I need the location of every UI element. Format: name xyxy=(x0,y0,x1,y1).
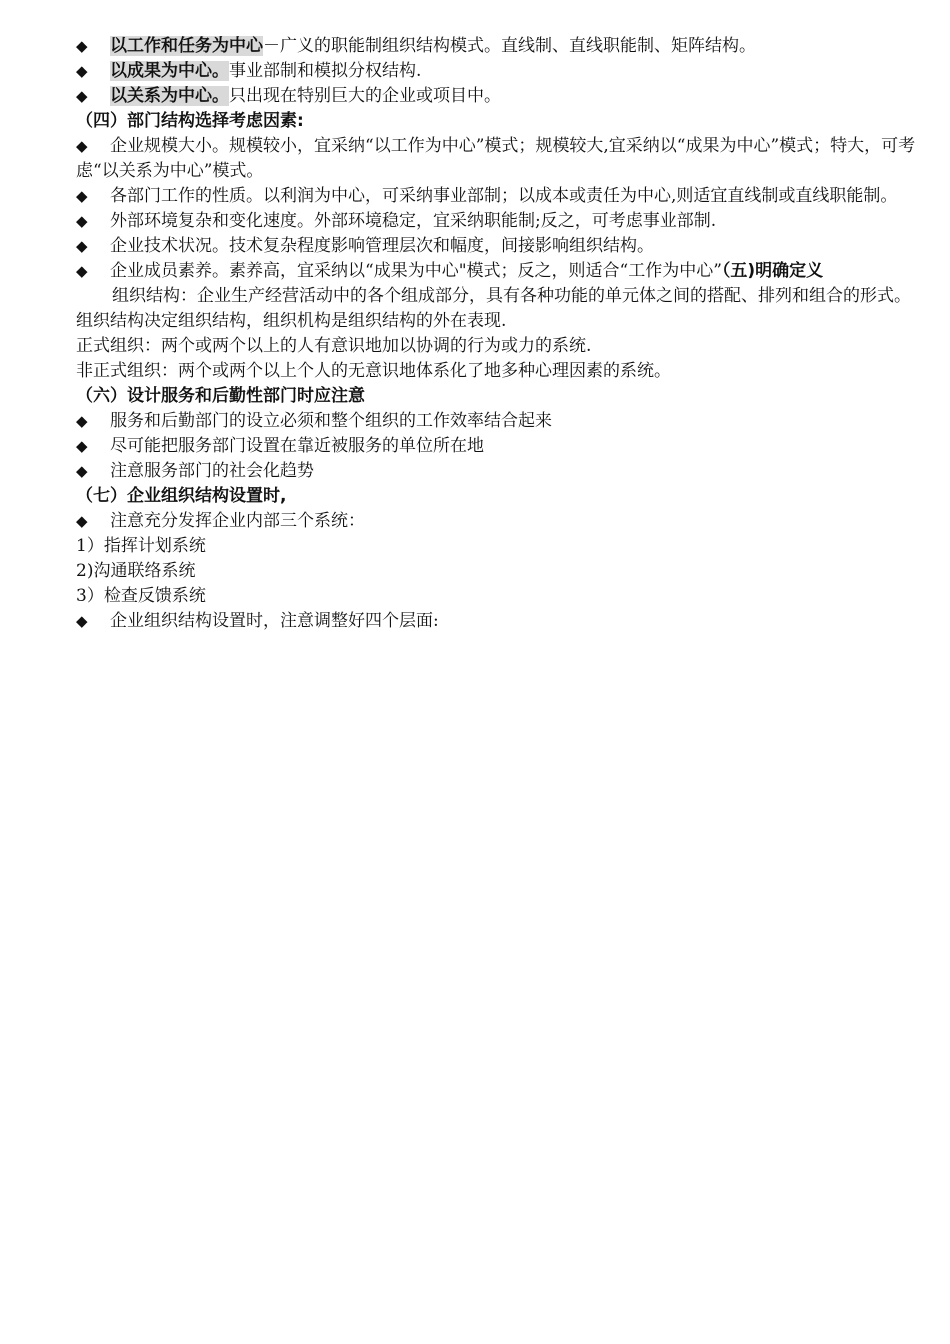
bullet-line xyxy=(76,59,922,84)
bullet-line xyxy=(76,184,922,209)
diamond-bullet-icon: ◆ xyxy=(76,612,88,630)
line-text: 企业规模大小。规模较小，宜采纳“以工作为中心”模式；规模较大,宜采纳以“成果为中心”模式；特大，可考虑“以关系为中心”模式。 xyxy=(76,136,916,181)
diamond-bullet-icon: ◆ xyxy=(76,62,88,80)
numbered-item: 1）指挥计划系统 xyxy=(76,536,206,556)
definition-paragraph: 非正式组织：两个或两个以上个人的无意识地体系化了地多种心理因素的系统。 xyxy=(76,361,671,381)
line-text: 各部门工作的性质。以利润为中心，可采纳事业部制；以成本或责任为中心,则适宜直线制或直线职能制。 xyxy=(110,186,898,206)
bullet-line xyxy=(76,434,922,459)
bullet-line xyxy=(76,134,922,184)
numbered-item: 2)沟通联络系统 xyxy=(76,561,196,581)
line-text: 事业部制和模拟分权结构. xyxy=(229,61,422,81)
bullet-line xyxy=(76,459,922,484)
definition-paragraph: 组织结构：企业生产经营活动中的各个组成部分，具有各种功能的单元体之间的搭配、排列和组合的形式。组织结构决定组织结构，组织机构是组织结构的外在表现. xyxy=(76,286,911,331)
bullet-line xyxy=(76,84,922,109)
bullet-line xyxy=(76,34,922,59)
diamond-bullet-icon: ◆ xyxy=(76,462,88,480)
highlighted-term: 以工作和任务为中心 xyxy=(110,36,263,56)
line-text: 尽可能把服务部门设置在靠近被服务的单位所在地 xyxy=(110,436,484,456)
line-text: 服务和后勤部门的设立必须和整个组织的工作效率结合起来 xyxy=(110,411,552,431)
diamond-bullet-icon: ◆ xyxy=(76,87,88,105)
diamond-bullet-icon: ◆ xyxy=(76,262,88,280)
section-heading-6: （六）设计服务和后勤性部门时应注意 xyxy=(76,386,365,406)
bullet-line xyxy=(76,609,922,634)
bullet-line xyxy=(76,209,922,234)
diamond-bullet-icon: ◆ xyxy=(76,137,88,155)
line-text: 企业成员素养。素养高，宜采纳以“成果为中心"模式；反之，则适合“工作为中心” xyxy=(110,261,722,281)
diamond-bullet-icon: ◆ xyxy=(76,237,88,255)
bullet-line xyxy=(76,259,922,284)
diamond-bullet-icon: ◆ xyxy=(76,412,88,430)
line-text: 注意充分发挥企业内部三个系统： xyxy=(110,511,365,531)
bullet-line xyxy=(76,509,922,534)
numbered-item: 3）检查反馈系统 xyxy=(76,586,206,606)
section-heading-5: （五)明确定义 xyxy=(721,261,824,281)
line-text: 外部环境复杂和变化速度。外部环境稳定，宜采纳职能制;反之，可考虑事业部制. xyxy=(110,211,717,231)
section-heading-4: （四）部门结构选择考虑因素: xyxy=(76,111,304,131)
diamond-bullet-icon: ◆ xyxy=(76,187,88,205)
definition-paragraph: 正式组织：两个或两个以上的人有意识地加以协调的行为或力的系统. xyxy=(76,336,592,356)
line-text: 企业组织结构设置时，注意调整好四个层面: xyxy=(110,611,439,631)
diamond-bullet-icon: ◆ xyxy=(76,512,88,530)
document-page xyxy=(76,34,922,634)
line-text: 企业技术状况。技术复杂程度影响管理层次和幅度，间接影响组织结构。 xyxy=(110,236,654,256)
diamond-bullet-icon: ◆ xyxy=(76,437,88,455)
bullet-line xyxy=(76,409,922,434)
diamond-bullet-icon: ◆ xyxy=(76,37,88,55)
diamond-bullet-icon: ◆ xyxy=(76,212,88,230)
line-text: 注意服务部门的社会化趋势 xyxy=(110,461,314,481)
section-heading-7: （七）企业组织结构设置时, xyxy=(76,486,287,506)
line-text: 只出现在特别巨大的企业或项目中。 xyxy=(229,86,501,106)
bullet-line xyxy=(76,234,922,259)
highlighted-term: 以关系为中心。 xyxy=(110,86,229,106)
line-text: －广义的职能制组织结构模式。直线制、直线职能制、矩阵结构。 xyxy=(263,36,756,56)
highlighted-term: 以成果为中心。 xyxy=(110,61,229,81)
